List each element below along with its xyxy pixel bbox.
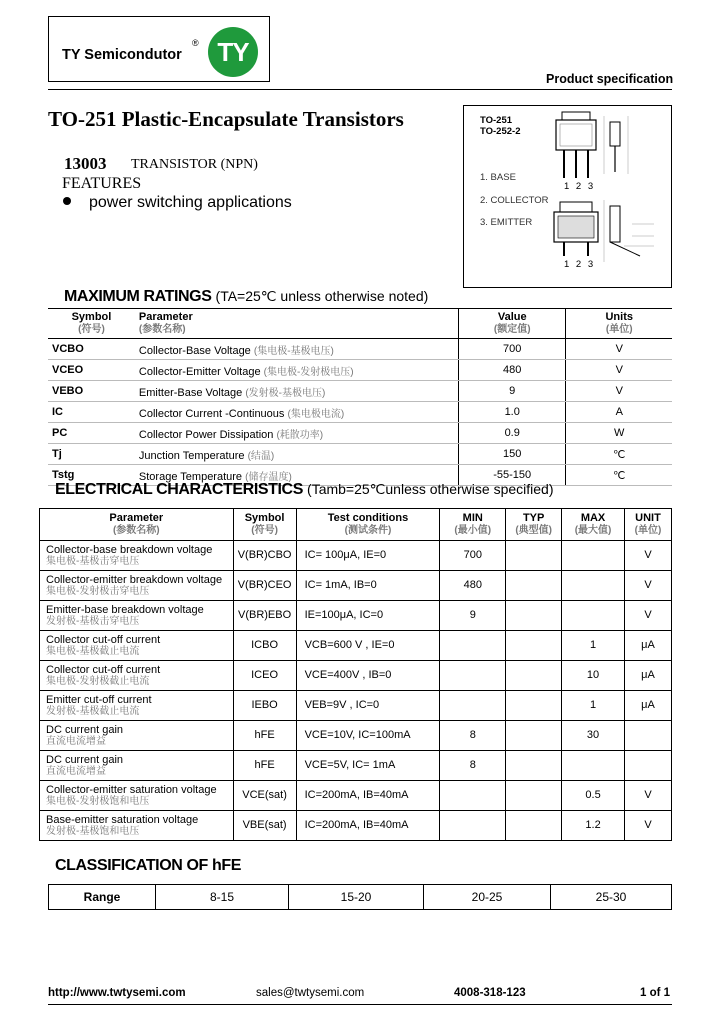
elec-max — [562, 601, 625, 631]
elec-unit: V — [625, 781, 672, 811]
max-ratings-title: MAXIMUM RATINGS — [64, 288, 212, 305]
range-cell: 8-15 — [156, 885, 289, 910]
table-row — [40, 751, 672, 781]
range-cell: 15-20 — [289, 885, 424, 910]
spec-label: Product specification — [546, 72, 674, 86]
table-row — [48, 423, 672, 444]
footer-url[interactable]: http://www.twtysemi.com — [48, 987, 186, 999]
elec-heading — [55, 481, 553, 499]
table-row — [40, 811, 672, 841]
table-row — [48, 360, 672, 381]
elec-condition: IC= 1mA, IB=0 — [296, 571, 440, 601]
table-row — [40, 541, 672, 571]
table-row — [40, 781, 672, 811]
table-row — [40, 691, 672, 721]
elec-typ — [506, 631, 562, 661]
pin-numbers-bottom: 1 2 3 — [564, 259, 596, 270]
table-row — [40, 571, 672, 601]
elec-unit: V — [625, 541, 672, 571]
elec-parameter: Emitter-base breakdown voltage 发射极-基极击穿电压 — [40, 601, 234, 631]
elec-typ — [506, 811, 562, 841]
max-ratings-table — [48, 308, 672, 486]
elec-max: 10 — [562, 661, 625, 691]
elec-unit: μA — [625, 661, 672, 691]
elec-min: 8 — [440, 751, 506, 781]
electrical-table — [39, 508, 672, 841]
elec-condition: IE=100μA, IC=0 — [296, 601, 440, 631]
rating-value: 0.9 — [458, 423, 566, 444]
elec-typ — [506, 781, 562, 811]
elec-typ — [506, 721, 562, 751]
rating-symbol: VCEO — [48, 360, 135, 381]
rating-parameter: Storage Temperature (储存温度) — [135, 465, 459, 486]
logo-text: TY — [217, 36, 249, 67]
elec-typ — [506, 601, 562, 631]
elec-parameter: Base-emitter saturation voltage 发射极-基极饱和电压 — [40, 811, 234, 841]
header-divider — [48, 89, 672, 90]
elec-parameter: Collector cut-off current 集电极-发射极截止电流 — [40, 661, 234, 691]
col-value: Value (额定值) — [458, 309, 566, 339]
rating-value: 700 — [458, 339, 566, 360]
rating-symbol: Tstg — [48, 465, 135, 486]
col-units: Units (单位) — [566, 309, 672, 339]
elec-parameter: DC current gain 直流电流增益 — [40, 751, 234, 781]
table-row — [40, 631, 672, 661]
elec-subtitle: (Tamb=25℃unless otherwise specified) — [307, 481, 554, 497]
max-ratings-heading — [64, 288, 428, 306]
col-symbol: Symbol (符号) — [48, 309, 135, 339]
col-symbol: Symbol (符号) — [233, 509, 296, 541]
elec-min — [440, 781, 506, 811]
elec-parameter: Collector-base breakdown voltage 集电极-基极击穿电压 — [40, 541, 234, 571]
footer-divider — [48, 1004, 672, 1005]
elec-min — [440, 811, 506, 841]
table-header-row — [40, 509, 672, 541]
table-row — [40, 601, 672, 631]
elec-max — [562, 751, 625, 781]
max-ratings-subtitle: (TA=25℃ unless otherwise noted) — [215, 288, 429, 304]
elec-symbol: VCE(sat) — [233, 781, 296, 811]
rating-symbol: VEBO — [48, 381, 135, 402]
rating-parameter: Junction Temperature (结温) — [135, 444, 459, 465]
elec-max: 1.2 — [562, 811, 625, 841]
rating-parameter: Emitter-Base Voltage (发射极-基极电压) — [135, 381, 459, 402]
col-min: MIN (最小值) — [440, 509, 506, 541]
table-header-row — [48, 309, 672, 339]
range-cell: 25-30 — [551, 885, 672, 910]
classification-table — [48, 884, 672, 910]
elec-parameter: Collector cut-off current 集电极-基极截止电流 — [40, 631, 234, 661]
rating-unit: W — [566, 423, 672, 444]
part-number: 13003 — [64, 154, 107, 173]
company-name: TY Semicondutor — [62, 47, 182, 63]
features-heading: FEATURES — [62, 175, 142, 192]
rating-unit: ℃ — [566, 444, 672, 465]
elec-condition: IC=200mA, IB=40mA — [296, 811, 440, 841]
elec-max: 1 — [562, 691, 625, 721]
company-logo — [208, 27, 258, 77]
elec-max: 1 — [562, 631, 625, 661]
elec-unit: V — [625, 601, 672, 631]
rating-unit: ℃ — [566, 465, 672, 486]
footer-phone: 4008-318-123 — [454, 987, 526, 999]
table-row — [49, 885, 672, 910]
rating-symbol: VCBO — [48, 339, 135, 360]
rating-unit: V — [566, 360, 672, 381]
pin-emitter: 3. EMITTER — [480, 217, 533, 228]
elec-unit: V — [625, 571, 672, 601]
elec-min — [440, 661, 506, 691]
elec-condition: VCE=10V, IC=100mA — [296, 721, 440, 751]
elec-min — [440, 631, 506, 661]
elec-min — [440, 691, 506, 721]
rating-value: -55-150 — [458, 465, 566, 486]
elec-condition: IC=200mA, IB=40mA — [296, 781, 440, 811]
elec-parameter: Emitter cut-off current 发射极-基极截止电流 — [40, 691, 234, 721]
table-row — [48, 339, 672, 360]
col-unit: UNIT (单位) — [625, 509, 672, 541]
elec-symbol: VBE(sat) — [233, 811, 296, 841]
elec-max: 30 — [562, 721, 625, 751]
elec-parameter: DC current gain 直流电流增益 — [40, 721, 234, 751]
elec-unit — [625, 721, 672, 751]
elec-unit: μA — [625, 631, 672, 661]
rating-value: 9 — [458, 381, 566, 402]
table-row — [40, 721, 672, 751]
elec-unit — [625, 751, 672, 781]
rating-parameter: Collector-Base Voltage (集电极-基极电压) — [135, 339, 459, 360]
elec-title: ELECTRICAL CHARACTERISTICS — [55, 481, 303, 498]
table-row — [40, 661, 672, 691]
rating-symbol: Tj — [48, 444, 135, 465]
rating-value: 1.0 — [458, 402, 566, 423]
elec-parameter: Collector-emitter breakdown voltage 集电极-发射极击穿电压 — [40, 571, 234, 601]
rating-unit: A — [566, 402, 672, 423]
elec-typ — [506, 571, 562, 601]
elec-typ — [506, 661, 562, 691]
elec-symbol: V(BR)CEO — [233, 571, 296, 601]
col-conditions: Test conditions (测试条件) — [296, 509, 440, 541]
rating-unit: V — [566, 339, 672, 360]
rating-parameter: Collector Power Dissipation (耗散功率) — [135, 423, 459, 444]
rating-symbol: IC — [48, 402, 135, 423]
elec-condition: VCE=400V , IB=0 — [296, 661, 440, 691]
elec-condition: VCE=5V, IC= 1mA — [296, 751, 440, 781]
package-name-to251: TO-251 — [480, 115, 513, 126]
elec-max: 0.5 — [562, 781, 625, 811]
elec-min: 480 — [440, 571, 506, 601]
pin-collector: 2. COLLECTOR — [480, 195, 549, 206]
elec-min: 700 — [440, 541, 506, 571]
rating-parameter: Collector-Emitter Voltage (集电极-发射极电压) — [135, 360, 459, 381]
document-title: TO-251 Plastic-Encapsulate Transistors — [48, 107, 404, 131]
elec-max — [562, 571, 625, 601]
feature-item: power switching applications — [89, 194, 292, 211]
footer-page: 1 of 1 — [640, 987, 671, 999]
elec-typ — [506, 691, 562, 721]
elec-symbol: V(BR)CBO — [233, 541, 296, 571]
col-max: MAX (最大值) — [562, 509, 625, 541]
elec-typ — [506, 751, 562, 781]
pin-base: 1. BASE — [480, 172, 516, 183]
table-row — [48, 444, 672, 465]
rating-parameter: Collector Current -Continuous (集电极电流) — [135, 402, 459, 423]
elec-max — [562, 541, 625, 571]
elec-symbol: ICBO — [233, 631, 296, 661]
rating-symbol: PC — [48, 423, 135, 444]
elec-symbol: hFE — [233, 751, 296, 781]
elec-parameter: Collector-emitter saturation voltage 集电极-发射极饱和电压 — [40, 781, 234, 811]
elec-condition: IC= 100μA, IE=0 — [296, 541, 440, 571]
elec-condition: VCB=600 V , IE=0 — [296, 631, 440, 661]
col-parameter: Parameter (参数名称) — [40, 509, 234, 541]
package-diagram — [463, 105, 672, 288]
elec-symbol: IEBO — [233, 691, 296, 721]
elec-symbol: V(BR)EBO — [233, 601, 296, 631]
table-row — [48, 402, 672, 423]
range-label: Range — [49, 885, 156, 910]
elec-unit: V — [625, 811, 672, 841]
rating-value: 150 — [458, 444, 566, 465]
elec-symbol: hFE — [233, 721, 296, 751]
rating-value: 480 — [458, 360, 566, 381]
bullet-icon — [63, 197, 71, 205]
package-name-to252: TO-252-2 — [480, 126, 521, 137]
elec-condition: VEB=9V , IC=0 — [296, 691, 440, 721]
elec-typ — [506, 541, 562, 571]
col-typ: TYP (典型值) — [506, 509, 562, 541]
elec-symbol: ICEO — [233, 661, 296, 691]
elec-min: 8 — [440, 721, 506, 751]
pin-numbers-top: 1 2 3 — [564, 181, 596, 192]
classification-title: CLASSIFICATION OF hFE — [55, 857, 241, 874]
elec-min: 9 — [440, 601, 506, 631]
registered-mark: ® — [192, 38, 199, 48]
elec-unit: μA — [625, 691, 672, 721]
footer-email[interactable]: sales@twtysemi.com — [256, 987, 365, 999]
col-parameter: Parameter (参数名称) — [135, 309, 459, 339]
part-type: TRANSISTOR (NPN) — [131, 157, 258, 172]
range-cell: 20-25 — [424, 885, 551, 910]
rating-unit: V — [566, 381, 672, 402]
table-row — [48, 381, 672, 402]
